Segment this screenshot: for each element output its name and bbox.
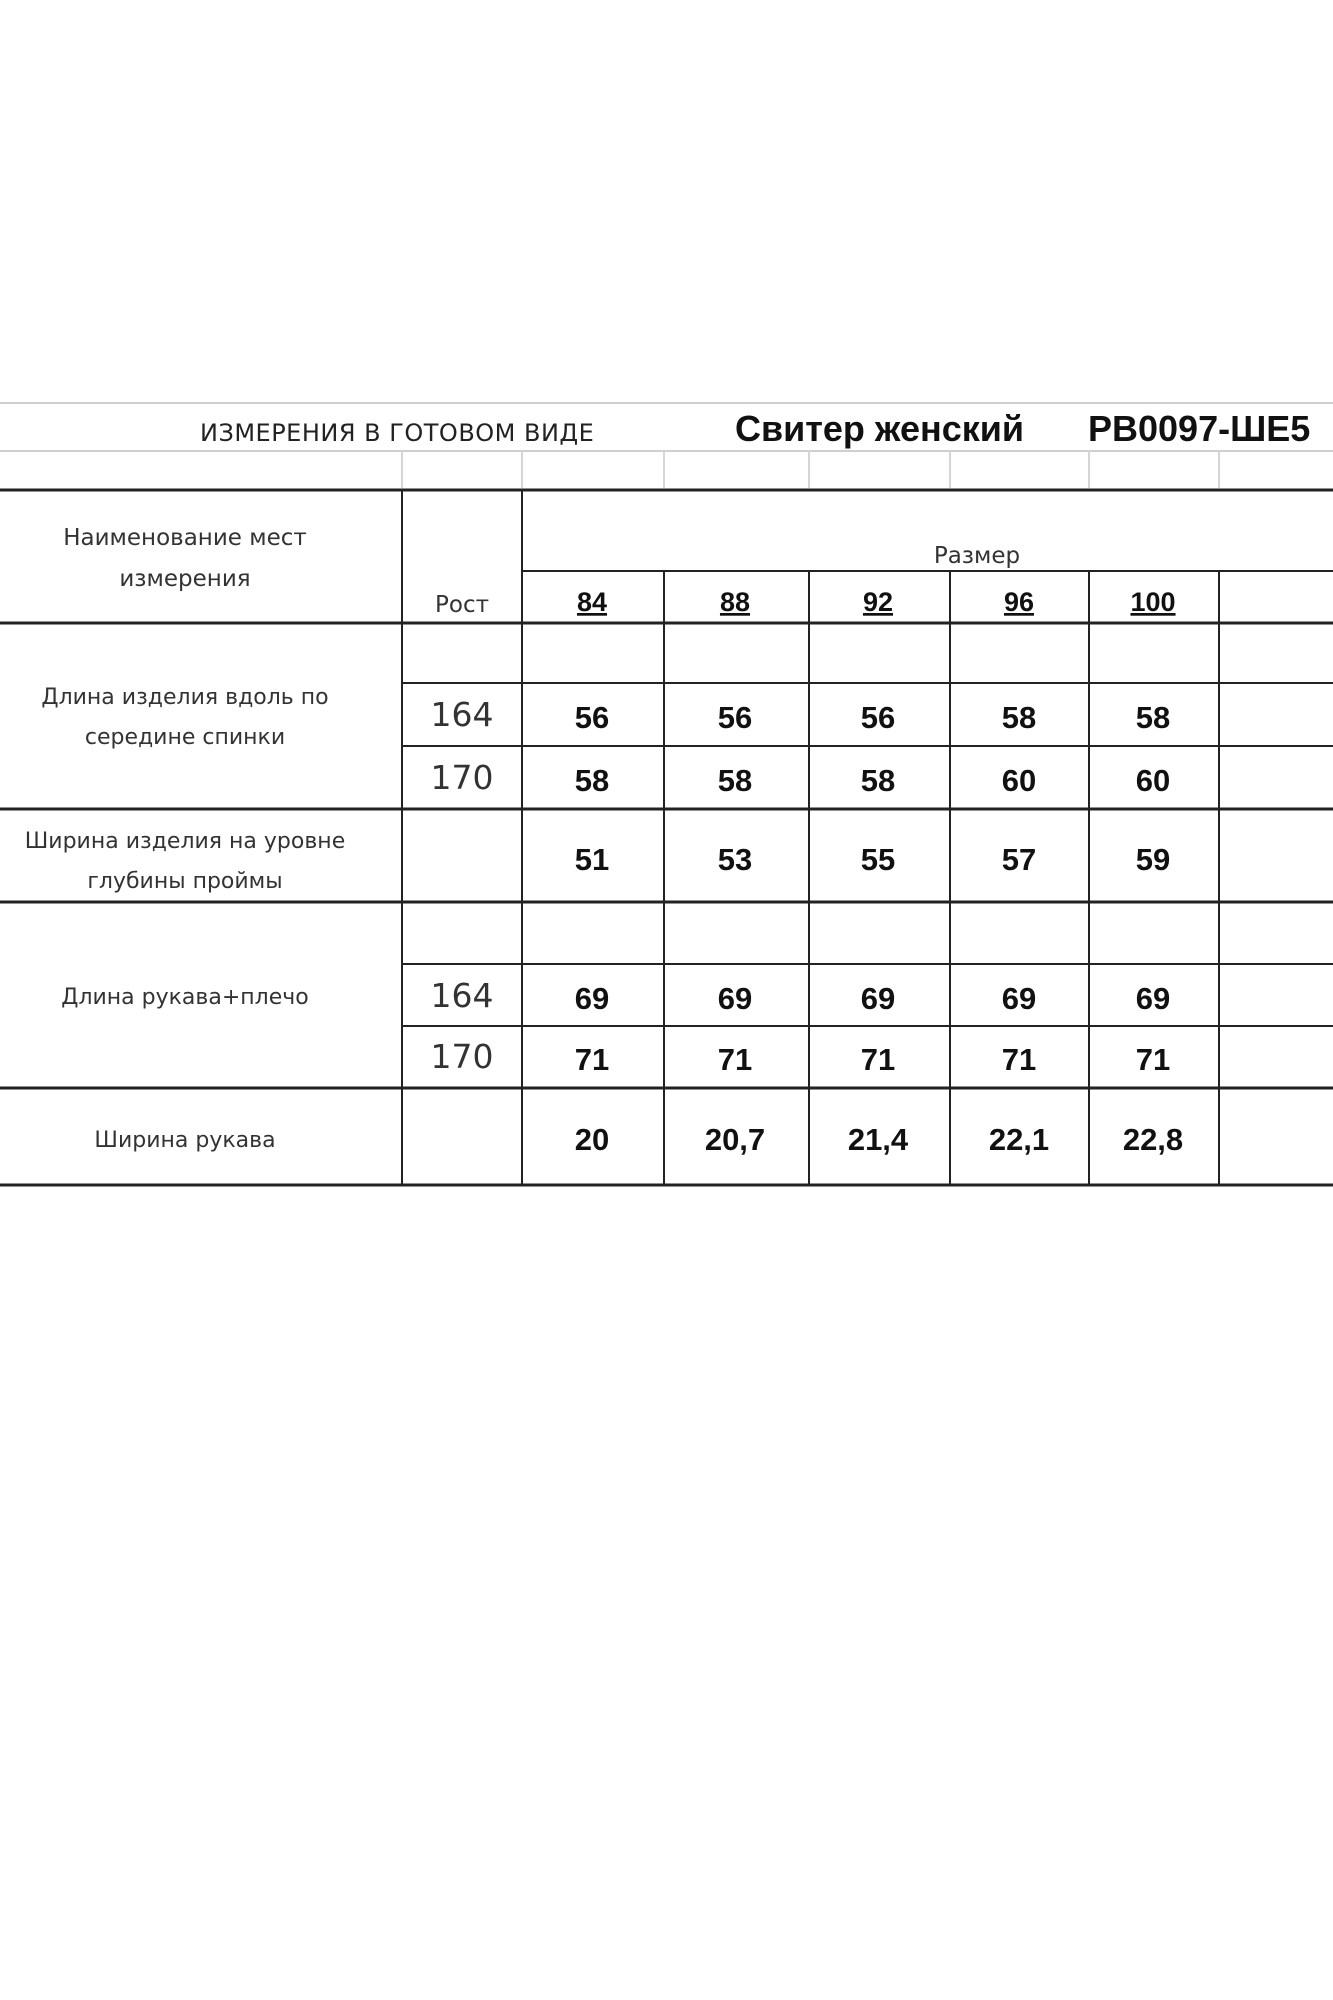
value-cell: 69 [860, 981, 896, 1016]
caption-measurements: ИЗМЕРЕНИЯ В ГОТОВОМ ВИДЕ [200, 419, 595, 447]
size-label-100: 100 [1130, 587, 1176, 617]
product-code: РВ0097-ШЕ5 [1088, 408, 1311, 449]
value-cell: 59 [1135, 842, 1171, 877]
value-cell: 69 [1001, 981, 1037, 1016]
value-cell: 71 [860, 1042, 896, 1077]
row-name-line: середине спинки [84, 725, 286, 750]
table-row [25, 829, 1170, 894]
spacer-row [402, 451, 1219, 488]
table-row [41, 685, 1170, 798]
value-cell: 21,4 [847, 1122, 909, 1157]
height-cell: 170 [430, 1037, 494, 1076]
value-cell: 60 [1001, 763, 1037, 798]
caption-strip [0, 403, 1333, 451]
table-body [25, 685, 1183, 1157]
value-cell: 58 [1135, 700, 1171, 735]
value-cell: 53 [717, 842, 753, 877]
value-cell: 20,7 [704, 1122, 766, 1157]
size-label-92: 92 [862, 587, 894, 617]
row-name-line: Ширина рукава [94, 1128, 276, 1153]
row-name-line: глубины проймы [87, 869, 283, 894]
size-label-88: 88 [719, 587, 751, 617]
value-cell: 20 [574, 1122, 610, 1157]
value-cell: 71 [574, 1042, 610, 1077]
value-cell: 60 [1135, 763, 1171, 798]
value-cell: 55 [860, 842, 896, 877]
table-row [94, 1122, 1183, 1157]
height-cell: 164 [430, 976, 494, 1015]
value-cell: 56 [574, 700, 610, 735]
value-cell: 22,8 [1122, 1122, 1184, 1157]
value-cell: 69 [717, 981, 753, 1016]
size-labels [577, 587, 1176, 617]
product-title: Свитер женский [735, 408, 1025, 449]
col-height-header: Рост [435, 592, 489, 618]
size-label-96: 96 [1003, 587, 1035, 617]
value-cell: 57 [1001, 842, 1037, 877]
value-cell: 58 [1001, 700, 1037, 735]
value-cell: 56 [860, 700, 896, 735]
value-cell: 58 [717, 763, 753, 798]
value-cell: 51 [574, 842, 610, 877]
value-cell: 71 [1135, 1042, 1171, 1077]
height-cell: 170 [430, 758, 494, 797]
value-cell: 69 [574, 981, 610, 1016]
size-header: Размер [933, 543, 1021, 569]
value-cell: 58 [574, 763, 610, 798]
value-cell: 71 [717, 1042, 753, 1077]
value-cell: 71 [1001, 1042, 1037, 1077]
row-name-line: Ширина изделия на уровне [24, 829, 346, 854]
row-name-line: Длина рукава+плечо [61, 985, 309, 1010]
value-cell: 58 [860, 763, 896, 798]
col-name-header-line-1: Наименование мест [63, 525, 307, 551]
value-cell: 22,1 [988, 1122, 1050, 1157]
row-name-line: Длина изделия вдоль по [41, 685, 329, 710]
height-cell: 164 [430, 695, 494, 734]
value-cell: 56 [717, 700, 753, 735]
value-cell: 69 [1135, 981, 1171, 1016]
col-name-header-line-2: измерения [119, 566, 251, 592]
size-label-84: 84 [576, 587, 608, 617]
